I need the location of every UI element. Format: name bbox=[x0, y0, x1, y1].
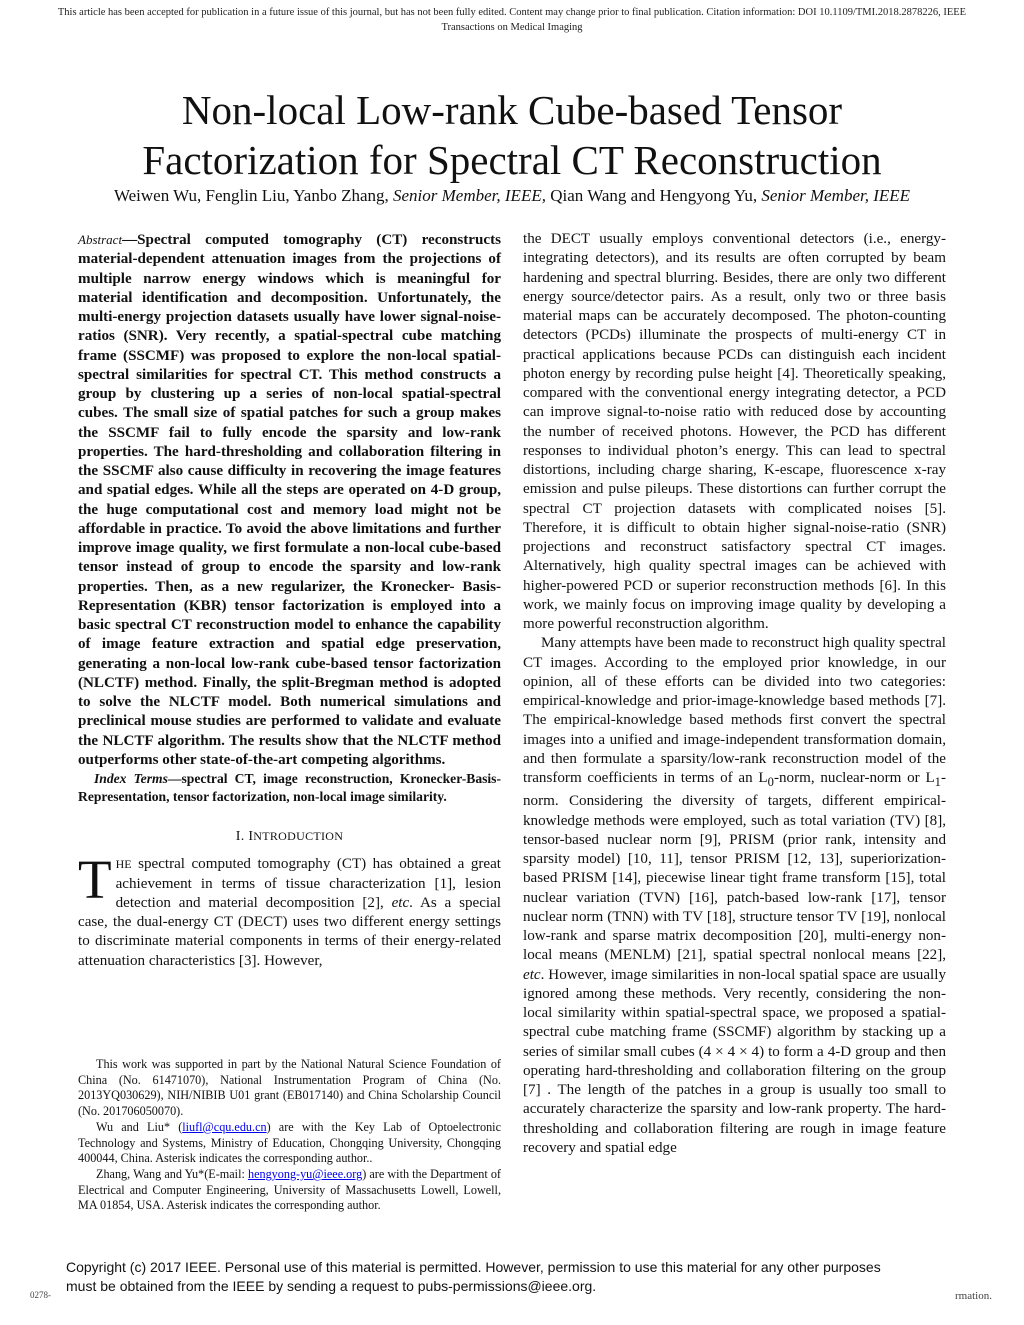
para2-d: . However, image similarities in non-local spatial space are usually ignored among these methods. Very recently, considering the non-local similarity within spatial-spectral space, we proposed a spatial-spectral cube matching frame (SSCMF) algorithm by stacking up a series of similar small cubes (4 × 4 × 4) to form a 4-D group and then operating hard-thresholding and collaboration filtering on the group [7] . The length of the patches in a group is usually too small to accurately characterize the sparsity and low-rank property. The hard-thresholding and collaboration filtering are rough in image feature recovery and spatial edge bbox=[523, 966, 946, 1156]
section-numeral: I. bbox=[235, 829, 249, 844]
section-title-rest: NTRODUCTION bbox=[253, 829, 344, 843]
subscript-0: 0 bbox=[767, 775, 774, 790]
section-title-initial: I bbox=[248, 829, 254, 844]
introduction-paragraph bbox=[78, 849, 501, 971]
authors-affiliation2: Senior Member, IEEE bbox=[761, 186, 911, 205]
authors-part2: Qian Wang and Hengyong Yu, bbox=[545, 186, 762, 205]
footer-edge-right: rmation. bbox=[955, 1290, 992, 1302]
authors-affiliation1: Senior Member, IEEE, bbox=[393, 186, 546, 205]
index-terms bbox=[78, 770, 501, 806]
footnote-affiliation-2 bbox=[78, 1167, 501, 1214]
right-column bbox=[523, 230, 946, 1158]
publication-notice-line1: This article has been accepted for publication in a future issue of this journal, but has not been fully edited. Content may change prior to final publication. Citation information: DOI 10.1109/TMI.2018.2878226, IEEE bbox=[57, 7, 967, 18]
copyright-line2: must be obtained from the IEEE by sending a request to pubs-permissions@ieee.org. bbox=[66, 1278, 597, 1294]
abstract-text: Spectral computed tomography (CT) reconstructs material-dependent attenuation images from the projections of multiple narrow energy windows which is meaningful for material identification and decomposition. Unfortunately, the multi-energy projection datasets usually have lower signal-noise-ratios (SNR). Very recently, a spatial-spectral cube matching frame (SSCMF) was proposed to explore the non-local spatial-spectral similarities for spectral CT. This method constructs a group by clustering up a series of non-local spatial-spectral cubes. The small size of spatial patches for such a group makes the SSCMF fail to fully encode the sparsity and low-rank properties. The hard-thresholding and collaboration filtering in the SSCMF also cause difficulty in recovering the image features and spatial edges. While all the steps are operated on 4-D group, the huge computational cost and memory load might not be affordable in practice. To avoid the above limitations and further improve image quality, we first formulate a non-local cube-based tensor instead of group to encode the sparsity and low-rank properties. Then, as a new regularizer, the Kronecker- Basis-Representation (KBR) tensor factorization is employed into a basic spectral CT reconstruction model to enhance the capability of image feature extraction and spatial edge preservation, generating a non-local low-rank cube-based tensor factorization (NLCTF) method. Finally, the split-Bregman method is adopted to solve the NLCTF model. Both numerical simulations and preclinical mouse studies are performed to validate and evaluate the NLCTF algorithm. The results show that the NLCTF method outperforms other state-of-the-art competing algorithms. bbox=[78, 232, 501, 768]
footnote-funding: This work was supported in part by the National Natural Science Foundation of China (No. 61471070), National Instrumentation Program of China (No. 2013YQ030629), NIH/NIBIB U01 grant (EB017140) and China Scholarship Council (No. 201706050070). bbox=[78, 1057, 501, 1119]
footnotes bbox=[78, 1057, 501, 1214]
author-list bbox=[40, 184, 984, 208]
email-link-liu[interactable]: liufl@cqu.edu.cn bbox=[182, 1119, 267, 1134]
footnote-affiliation-1 bbox=[78, 1120, 501, 1167]
publication-notice bbox=[0, 5, 1024, 35]
body-paragraph-2 bbox=[523, 634, 946, 1158]
abstract-label: Abstract bbox=[78, 232, 123, 247]
abstract bbox=[78, 230, 501, 770]
title-line1: Non-local Low-rank Cube-based Tensor bbox=[181, 87, 843, 133]
copyright-line1: Copyright (c) 2017 IEEE. Personal use of this material is permitted. However, permission to use this material for any other purposes bbox=[66, 1259, 881, 1275]
abstract-dash: — bbox=[122, 232, 138, 248]
para2-a: Many attempts have been made to reconstruct high quality spectral CT images. According to the employed prior knowledge, in our opinion, all of these efforts can be divided into two categories: empirical-knowledge and prior-image-knowledge based methods [7]. The empirical-knowledge based methods first convert the spectral images into a unified and image-independent transformation domain, and then formulate a sparsity/low-rank reconstruction model of the transform coefficients in terms of an L bbox=[523, 635, 946, 786]
para2-b: -norm, nuclear-norm or L bbox=[773, 770, 935, 786]
footnote3-b: ) are with the Department of Electrical and Computer Engineering, University of Massachusetts Lowell, Lowell, MA 01854, USA. Asterisk indicates the corresponding author. bbox=[78, 1166, 501, 1213]
publication-notice-line2: Transactions on Medical Imaging bbox=[441, 22, 583, 33]
footer-edge-left: 0278- bbox=[30, 1290, 51, 1300]
section-heading bbox=[78, 827, 501, 846]
authors-part1: Weiwen Wu, Fenglin Liu, Yanbo Zhang, bbox=[113, 186, 393, 205]
copyright-notice bbox=[66, 1258, 966, 1296]
body-paragraph-1: the DECT usually employs conventional detectors (i.e., energy-integrating detectors), and its results are often corrupted by beam hardening and spectral blurring. Besides, there are only two different energy source/detector pairs. As a result, only two or three basis material maps can be accurately decomposed. The photon-counting detectors (PCDs) illuminate the prospects of multi-energy CT in practical applications because PCDs can distinguish each incident photon energy by recording pulse height [4]. Theoretically speaking, compared with the conventional energy integrating detector, a PCD can improve signal-to-noise ratio with reduced dose by accounting the number of received photons. However, the PCD has different responses to individual photon’s energy. This can lead to spectral distortions, including charge sharing, K-escape, fluorescence x-ray emission and pulse pileups. These distortions can further corrupt the spectral CT projection datasets with complicated noises [5]. Therefore, it is difficult to obtain higher signal-noise-ratio (SNR) projections and reconstruct satisfactory spectral CT images. Alternatively, high quality spectral images can be achieved with higher-powered PCD or superior reconstruction methods [6]. In this work, we mainly focus on improving image quality by developing a more powerful reconstruction algorithm. bbox=[523, 231, 946, 632]
intro-etc: etc bbox=[391, 894, 410, 911]
drop-cap: T bbox=[78, 849, 112, 911]
footnote2-b: ) are with the Key Lab of Optoelectronic Technology and Systems, Ministry of Education, Chongqing University, Chongqing 400044, China. Asterisk indicates the corresponding author.. bbox=[78, 1119, 501, 1166]
paper-title bbox=[40, 85, 984, 185]
footnote3-a: Zhang, Wang and Yu*(E-mail: bbox=[96, 1166, 248, 1181]
left-column bbox=[78, 230, 501, 971]
index-terms-text: spectral CT, image reconstruction, Kronecker-Basis-Representation, tensor factorization, non-local image similarity. bbox=[78, 771, 502, 804]
para2-etc: etc bbox=[523, 966, 541, 983]
index-terms-dash: — bbox=[167, 771, 182, 786]
title-line2: Factorization for Spectral CT Reconstruction bbox=[142, 137, 882, 183]
index-terms-label: Index Terms bbox=[94, 771, 168, 786]
para2-c: -norm. Considering the diversity of targets, different empirical-knowledge methods were employed, such as total variation (TV) [8], tensor-based nuclear norm [9], PRISM (prior rank, intensity and sparsity model) [10, 11], tensor PRISM [12, 13], superiorization-based PRISM [14], piecewise linear tight frame transform [15], total nuclear variation (TVN) [16], patch-based low-rank [17], tensor nuclear norm (TNN) with TV [18], structure tensor TV [19], nonlocal low-rank and sparse matrix decomposition [20], multi-energy non-local means (MENLM) [21], spatial spectral nonlocal means [22], bbox=[523, 770, 946, 964]
intro-text: spectral computed tomography (CT) has obtained a great achievement in terms of tissue characterization [1], lesion detection and material decomposition [2], bbox=[115, 856, 501, 911]
intro-smallcaps: HE bbox=[115, 857, 132, 872]
email-link-yu[interactable]: hengyong-yu@ieee.org bbox=[247, 1166, 363, 1181]
intro-text2: . As a special case, the dual-energy CT (DECT) uses two different energy settings to discriminate material components in terms of their energy-related attenuation characteristics [3]. However, bbox=[78, 894, 501, 969]
footnote2-a: Wu and Liu* ( bbox=[96, 1119, 183, 1134]
subscript-1: 1 bbox=[934, 775, 941, 790]
